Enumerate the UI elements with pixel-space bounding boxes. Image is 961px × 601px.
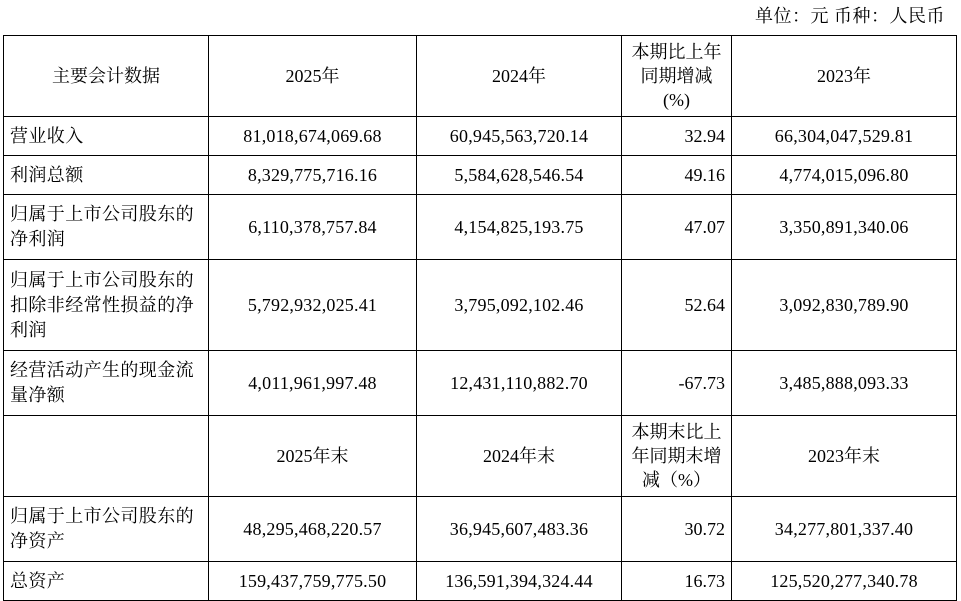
row-label: 营业收入 [4,117,209,156]
subheader-cell-2023: 2023年末 [732,416,957,497]
subheader-cell-change [622,416,732,497]
table-row [4,117,957,156]
row-value-2025: 81,018,674,069.68 [209,117,417,156]
row-value-2024: 4,154,825,193.75 [417,195,622,260]
row-value-2025: 48,295,468,220.57 [209,497,417,562]
table-header-row [4,36,957,117]
row-value-2023: 3,485,888,093.33 [732,351,957,416]
row-label: 经营活动产生的现金流量净额 [4,351,209,416]
row-value-2024: 136,591,394,324.44 [417,562,622,601]
header-cell-metric: 主要会计数据 [4,36,209,117]
header-change-line2: 同期增减 [640,66,713,86]
table-subheader-row [4,416,957,497]
row-change: 30.72 [622,497,732,562]
header-change-line1: 本期比上年 [631,42,722,62]
row-value-2024: 5,584,628,546.54 [417,156,622,195]
row-label: 利润总额 [4,156,209,195]
header-cell-change [622,36,732,117]
row-label: 归属于上市公司股东的净利润 [4,195,209,260]
row-value-2025: 4,011,961,997.48 [209,351,417,416]
row-value-2023: 3,350,891,340.06 [732,195,957,260]
row-value-2025: 6,110,378,757.84 [209,195,417,260]
row-value-2025: 5,792,932,025.41 [209,260,417,351]
row-change: 47.07 [622,195,732,260]
table-row [4,562,957,601]
subheader-change-line2: 年同期末增 [631,446,722,466]
row-value-2023: 125,520,277,340.78 [732,562,957,601]
row-value-2025: 159,437,759,775.50 [209,562,417,601]
row-value-2023: 3,092,830,789.90 [732,260,957,351]
subheader-cell-blank [4,416,209,497]
subheader-change-line3: 减（%） [642,470,711,490]
header-cell-2023: 2023年 [732,36,957,117]
table-row [4,260,957,351]
financial-summary-table [3,35,957,601]
unit-note: 单位：元 币种：人民币 [755,6,945,26]
row-value-2024: 60,945,563,720.14 [417,117,622,156]
subheader-cell-2025: 2025年末 [209,416,417,497]
table-row [4,156,957,195]
header-cell-2025: 2025年 [209,36,417,117]
row-value-2023: 34,277,801,337.40 [732,497,957,562]
row-value-2023: 4,774,015,096.80 [732,156,957,195]
subheader-change-line1: 本期末比上 [631,422,722,442]
row-change: 32.94 [622,117,732,156]
table-row [4,351,957,416]
row-label: 总资产 [4,562,209,601]
row-value-2024: 36,945,607,483.36 [417,497,622,562]
row-value-2024: 12,431,110,882.70 [417,351,622,416]
table-row [4,195,957,260]
row-value-2025: 8,329,775,716.16 [209,156,417,195]
row-value-2023: 66,304,047,529.81 [732,117,957,156]
header-cell-2024: 2024年 [417,36,622,117]
row-change: 52.64 [622,260,732,351]
table-row [4,497,957,562]
row-change: -67.73 [622,351,732,416]
subheader-cell-2024: 2024年末 [417,416,622,497]
row-change: 49.16 [622,156,732,195]
row-label: 归属于上市公司股东的净资产 [4,497,209,562]
row-value-2024: 3,795,092,102.46 [417,260,622,351]
row-change: 16.73 [622,562,732,601]
row-label: 归属于上市公司股东的扣除非经常性损益的净利润 [4,260,209,351]
header-change-line3: (%) [663,90,690,110]
